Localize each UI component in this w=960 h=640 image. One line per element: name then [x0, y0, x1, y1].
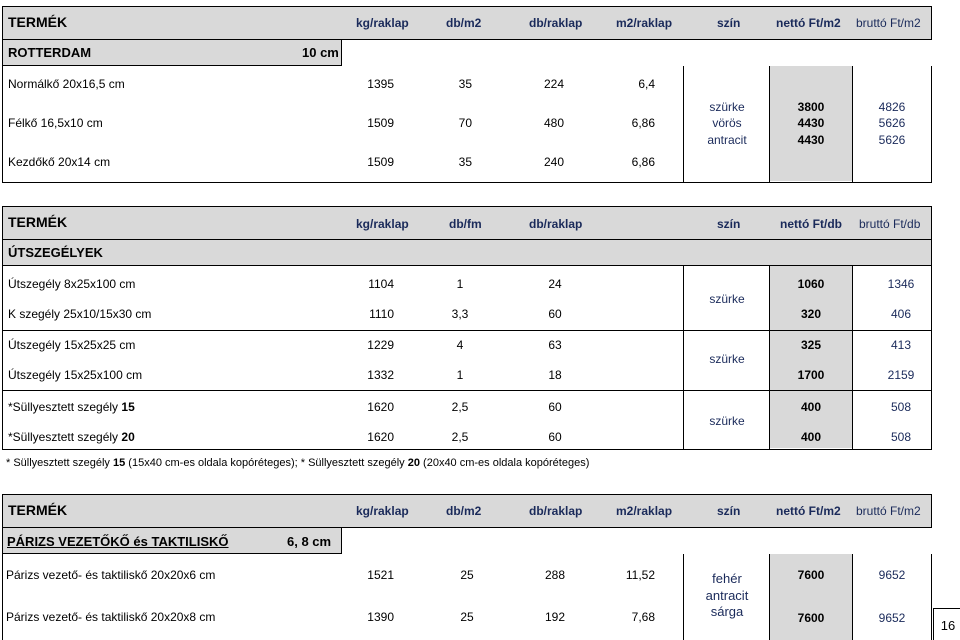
table2-row-name: Útszegély 15x25x25 cm — [8, 338, 136, 352]
table2-dbfm: 1 — [456, 368, 464, 382]
table2-net: 1060 — [797, 277, 825, 291]
table1-dbpallet: 240 — [543, 155, 564, 169]
table2-gross: 2159 — [887, 368, 915, 382]
table2-net: 325 — [800, 338, 822, 352]
table2-section-name: ÚTSZEGÉLYEK — [8, 245, 103, 260]
table1-color: antracit — [707, 133, 747, 147]
table3-net-header: nettó Ft/m2 — [776, 504, 841, 518]
table1-section-thickness: 10 cm — [302, 45, 339, 60]
table1-dbm2-header: db/m2 — [446, 16, 482, 30]
table2-dbpallet: 18 — [548, 368, 562, 382]
table3-net: 7600 — [797, 611, 825, 625]
table3-dbpallet: 288 — [544, 568, 566, 582]
table2-gross: 406 — [890, 307, 912, 321]
table2-row-name: Útszegély 15x25x100 cm — [8, 368, 143, 382]
table1-net-header: nettó Ft/m2 — [776, 16, 841, 30]
table3-section-name: PÁRIZS VEZETŐKŐ és TAKTILISKŐ — [7, 534, 229, 549]
table3-color-header: szín — [717, 504, 741, 518]
table3-net-column — [770, 554, 852, 640]
table1-net: 4430 — [797, 133, 825, 147]
table2-dbfm: 1 — [456, 277, 464, 291]
table3-dbpallet-header: db/raklap — [529, 504, 583, 518]
table2-row-name: K szegély 25x10/15x30 cm — [8, 307, 152, 321]
table2-dbpallet: 60 — [548, 400, 562, 414]
table1-section-name: ROTTERDAM — [8, 45, 92, 60]
table1-gross: 5626 — [878, 133, 906, 147]
table2-kg: 1104 — [368, 277, 394, 291]
table2-dbpallet: 24 — [548, 277, 562, 291]
table3-dbpallet: 192 — [544, 610, 566, 624]
table2-dbpallet: 63 — [548, 338, 562, 352]
table1-gross: 4826 — [878, 100, 906, 114]
table1-kg: 1509 — [367, 116, 394, 130]
table3-m2pallet: 11,52 — [625, 568, 655, 582]
table2-color: szürke — [709, 352, 745, 366]
table3-color: antracit — [705, 588, 749, 603]
table2-kg: 1110 — [369, 307, 394, 321]
table2-gross: 1346 — [887, 277, 915, 291]
table3-product-header: TERMÉK — [8, 502, 68, 518]
table2-section-bar — [2, 240, 932, 266]
table3-color: sárga — [710, 604, 744, 619]
table2-dbfm: 2,5 — [451, 430, 469, 444]
table2-product-header: TERMÉK — [8, 214, 68, 230]
table3-dbm2-header: db/m2 — [446, 504, 482, 518]
table1-row-name: Normálkő 20x16,5 cm — [8, 77, 125, 91]
table2-gross: 508 — [890, 400, 912, 414]
table1-product-header: TERMÉK — [8, 14, 68, 30]
table2-kg: 1620 — [367, 400, 394, 414]
table2-dbfm-header: db/fm — [449, 217, 482, 231]
table2-dbfm: 3,3 — [451, 307, 469, 321]
table3-section-thickness: 6, 8 cm — [287, 534, 332, 549]
table2-dbfm: 2,5 — [451, 400, 469, 414]
page-number: 16 — [940, 618, 956, 633]
table1-dbpallet: 480 — [543, 116, 564, 130]
table1-dbpallet: 224 — [543, 77, 564, 91]
table2-row-name: Útszegély 8x25x100 cm — [8, 277, 136, 291]
table2-color-header: szín — [717, 217, 741, 231]
table1-kg: 1395 — [367, 77, 394, 91]
table1-color-header: szín — [717, 16, 741, 30]
table2-kg-header: kg/raklap — [356, 217, 409, 231]
table1-dbm2: 70 — [458, 116, 472, 130]
table2-color: szürke — [709, 292, 745, 306]
table2-dbpallet: 60 — [548, 430, 562, 444]
table3-kg: 1521 — [367, 568, 394, 582]
table1-gross-header: bruttó Ft/m2 — [856, 16, 921, 30]
table3-row-name: Párizs vezető- és taktiliskő 20x20x8 cm — [6, 610, 216, 624]
table3-m2pallet-header: m2/raklap — [616, 504, 673, 518]
table1-m2pallet: 6,4 — [638, 77, 655, 91]
table2-dbpallet: 60 — [548, 307, 562, 321]
table2-net: 1700 — [797, 368, 825, 382]
table1-color: szürke — [709, 100, 745, 114]
table1-dbm2: 35 — [458, 77, 472, 91]
table2-kg: 1620 — [367, 430, 394, 444]
table1-row-name: Félkő 16,5x10 cm — [8, 116, 103, 130]
table3-color: fehér — [712, 571, 742, 586]
table3-row-name: Párizs vezető- és taktiliskő 20x20x6 cm — [6, 568, 216, 582]
table3-dbm2: 25 — [460, 610, 474, 624]
table2-dbpallet-header: db/raklap — [529, 217, 583, 231]
table2-dbfm: 4 — [456, 338, 464, 352]
table3-kg-header: kg/raklap — [356, 504, 409, 518]
table3-kg: 1390 — [367, 610, 394, 624]
table1-color: vörös — [712, 116, 742, 130]
table2-net: 400 — [800, 400, 822, 414]
table2-net-column — [770, 266, 852, 448]
table1-net: 3800 — [797, 100, 825, 114]
table2-kg: 1332 — [367, 368, 394, 382]
table2-net: 400 — [800, 430, 822, 444]
table1-m2pallet: 6,86 — [631, 116, 655, 130]
table1-gross: 5626 — [878, 116, 906, 130]
table1-kg-header: kg/raklap — [356, 16, 409, 30]
table2-row-name: *Süllyesztett szegély 15 — [8, 400, 135, 414]
table2-footnote: * Süllyesztett szegély 15 (15x40 cm-es oldala kopóréteges); * Süllyesztett szegély 20 (20x40 cm-es oldala kopóréteges) — [6, 457, 590, 469]
table2-kg: 1229 — [367, 338, 394, 352]
table2-gross-header: bruttó Ft/db — [859, 217, 921, 231]
table3-m2pallet: 7,68 — [631, 610, 655, 624]
table3-gross: 9652 — [878, 568, 906, 582]
table1-m2pallet: 6,86 — [631, 155, 655, 169]
table3-dbm2: 25 — [460, 568, 474, 582]
table1-kg: 1509 — [367, 155, 394, 169]
table1-net: 4430 — [797, 116, 825, 130]
table3-gross-header: bruttó Ft/m2 — [856, 504, 921, 518]
table2-gross: 413 — [890, 338, 912, 352]
table1-row-name: Kezdőkő 20x14 cm — [8, 155, 111, 169]
table2-net: 320 — [800, 307, 822, 321]
table3-net: 7600 — [797, 568, 825, 582]
table3-gross: 9652 — [878, 611, 906, 625]
table1-dbm2: 35 — [458, 155, 472, 169]
table2-color: szürke — [709, 414, 745, 428]
table2-row-name: *Süllyesztett szegély 20 — [8, 430, 135, 444]
table2-gross: 508 — [890, 430, 912, 444]
table2-net-header: nettó Ft/db — [780, 217, 842, 231]
table1-dbpallet-header: db/raklap — [529, 16, 583, 30]
table1-m2pallet-header: m2/raklap — [616, 16, 673, 30]
